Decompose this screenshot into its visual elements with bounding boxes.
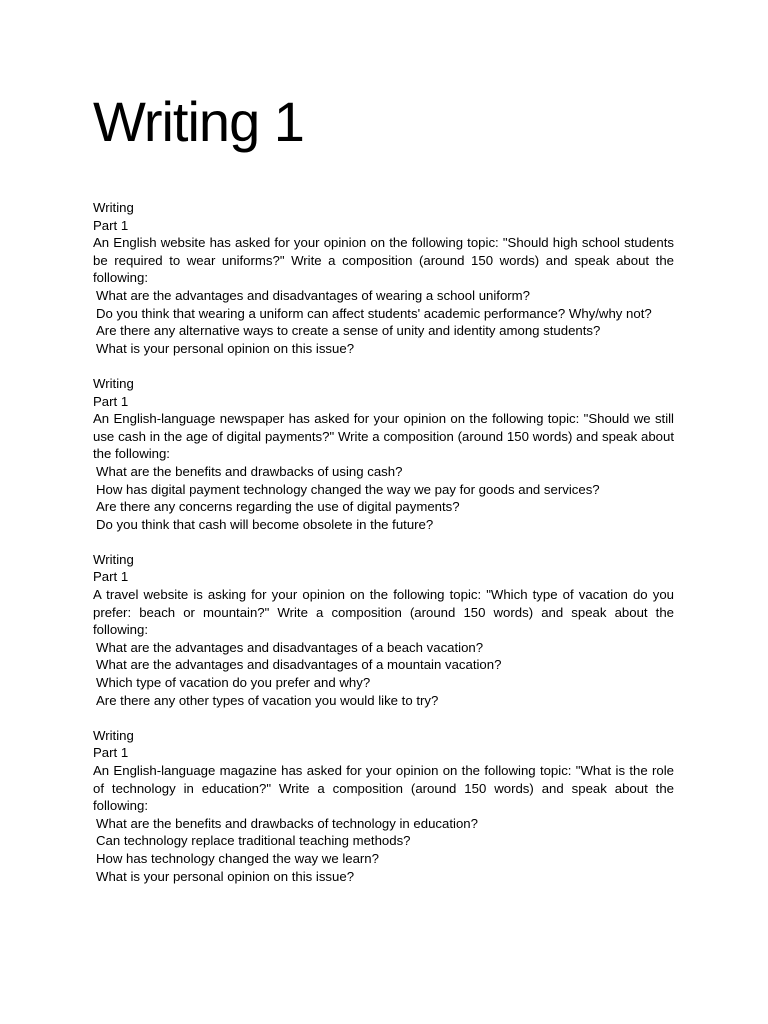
section-heading: Writing xyxy=(93,727,134,743)
section-prompt: An English-language magazine has asked for your opinion on the following topic: "What is the role of technology in education?" Write a composition (around 150 words) and speak about the following: xyxy=(93,763,674,814)
section-heading: Writing xyxy=(93,200,134,215)
question-item: What are the benefits and drawbacks of using cash? xyxy=(96,463,403,479)
section-heading: Writing xyxy=(93,375,134,391)
question-item: Can technology replace traditional teaching methods? xyxy=(96,833,411,849)
question-item: Are there any other types of vacation you would like to try? xyxy=(96,692,439,708)
question-item: How has technology changed the way we learn? xyxy=(96,850,379,866)
section-part: Part 1 xyxy=(93,569,129,585)
section-part: Part 1 xyxy=(93,393,129,409)
question-item: Are there any concerns regarding the use of digital payments? xyxy=(96,499,460,515)
question-item: Are there any alternative ways to create a sense of unity and identity among students? xyxy=(96,323,601,339)
section-heading: Writing xyxy=(93,551,134,567)
section-prompt: An English website has asked for your opinion on the following topic: "Should high school students be required to wear uniforms?" Write a composition (around 150 words) and speak about the following: xyxy=(93,235,674,286)
question-item: What are the advantages and disadvantages of a beach vacation? xyxy=(96,639,484,655)
question-item: What are the advantages and disadvantages of a mountain vacation? xyxy=(96,657,502,673)
question-item: What are the benefits and drawbacks of technology in education? xyxy=(96,815,478,831)
question-item: What is your personal opinion on this issue? xyxy=(96,868,355,884)
writing-sections xyxy=(93,199,674,903)
section-prompt: An English-language newspaper has asked for your opinion on the following topic: "Should we still use cash in the age of digital payments?" Write a composition (around 150 words) and speak about the following: xyxy=(93,411,674,462)
section-part: Part 1 xyxy=(93,217,129,233)
section-part: Part 1 xyxy=(93,745,129,761)
question-item: Do you think that wearing a uniform can affect students' academic performance? Why/why not? xyxy=(96,305,652,321)
question-item: What are the advantages and disadvantages of wearing a school uniform? xyxy=(96,287,530,303)
section-prompt: A travel website is asking for your opinion on the following topic: "Which type of vacation do you prefer: beach or mountain?" Write a composition (around 150 words) and speak about the following: xyxy=(93,587,674,638)
question-item: Which type of vacation do you prefer and why? xyxy=(96,675,371,691)
writing-task-uniforms xyxy=(93,199,674,357)
writing-task-vacation xyxy=(93,551,674,709)
document-title: Writing 1 xyxy=(93,90,304,153)
question-item: How has digital payment technology changed the way we pay for goods and services? xyxy=(96,481,600,497)
question-item: What is your personal opinion on this issue? xyxy=(96,340,355,356)
writing-task-technology xyxy=(93,727,674,885)
writing-task-cash xyxy=(93,375,674,533)
question-item: Do you think that cash will become obsolete in the future? xyxy=(96,516,434,532)
